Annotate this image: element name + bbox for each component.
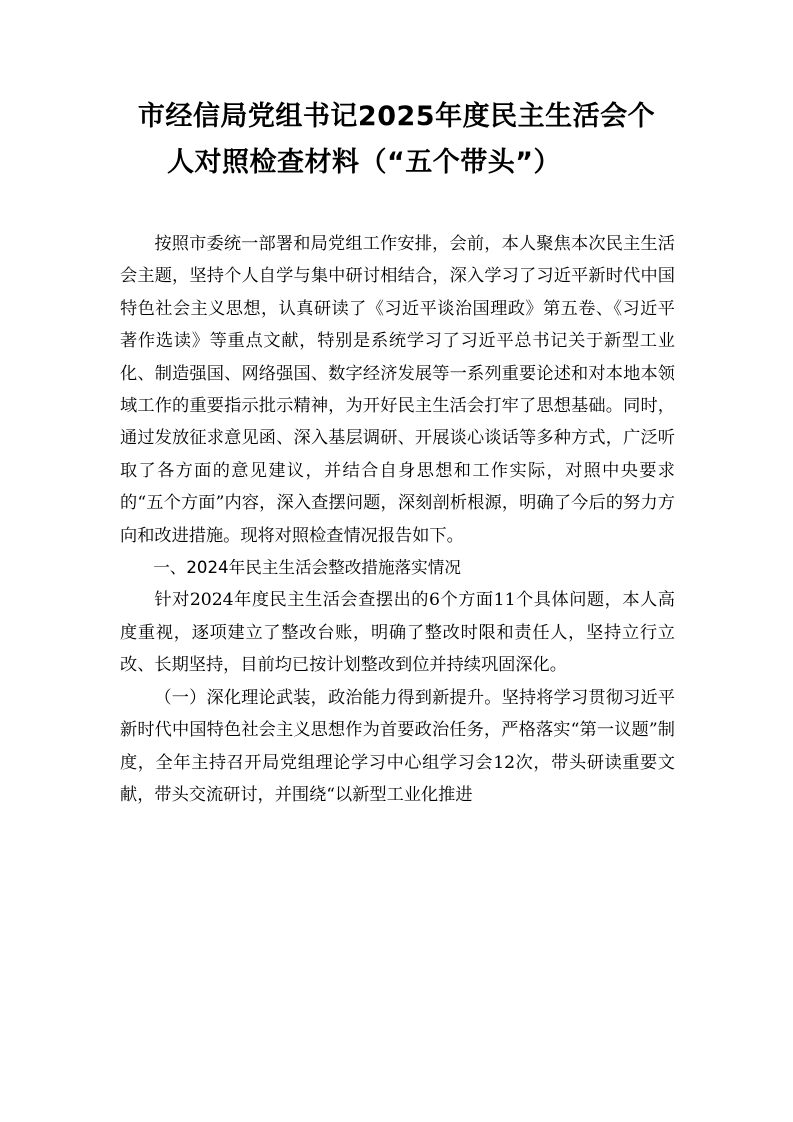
intro-paragraph: 按照市委统一部署和局党组工作安排，会前，本人聚焦本次民主生活会主题，坚持个人自学与集中研讨相结合，深入学习了习近平新时代中国特色社会主义思想，认真研读了《习近平谈治国理政》第五卷、《习近平著作选读》等重点文献，特别是系统学习了习近平总书记关于新型工业化、制造强国、网络强国、数字经济发展等一系列重要论述和对本地本领域工作的重要指示批示精神，为开好民主生活会打牢了思想基础。同时，通过发放征求意见函、深入基层调研、开展谈心谈话等多种方式，广泛听取了各方面的意见建议，并结合自身思想和工作实际，对照中央要求的“五个方面”内容，深入查摆问题，深刻剖析根源，明确了今后的努力方向和改进措施。现将对照检查情况报告如下。 <box>120 234 675 546</box>
subsection-1-paragraph: （一）深化理论武装，政治能力得到新提升。坚持将学习贯彻习近平新时代中国特色社会主义思想作为首要政治任务，严格落实“第一议题”制度，全年主持召开局党组理论学习中心组学习会12次，带头研读重要文献，带头交流研讨，并围绕“以新型工业化推进 <box>120 687 675 805</box>
section-1-paragraph: 针对2024年度民主生活会查摆出的6个方面11个具体问题，本人高度重视，逐项建立了整改台账，明确了整改时限和责任人，坚持立行立改、长期坚持，目前均已按计划整改到位并持续巩固深化。 <box>120 590 675 676</box>
section-heading-1: 一、2024年民主生活会整改措施落实情况 <box>153 558 461 578</box>
document-body <box>120 228 675 811</box>
title-line-1: 市经信局党组书记2025年度民主生活会个 <box>137 101 656 132</box>
title-line-2: 人对照检查材料（“五个带头”） <box>167 147 561 178</box>
document-title <box>100 94 693 186</box>
